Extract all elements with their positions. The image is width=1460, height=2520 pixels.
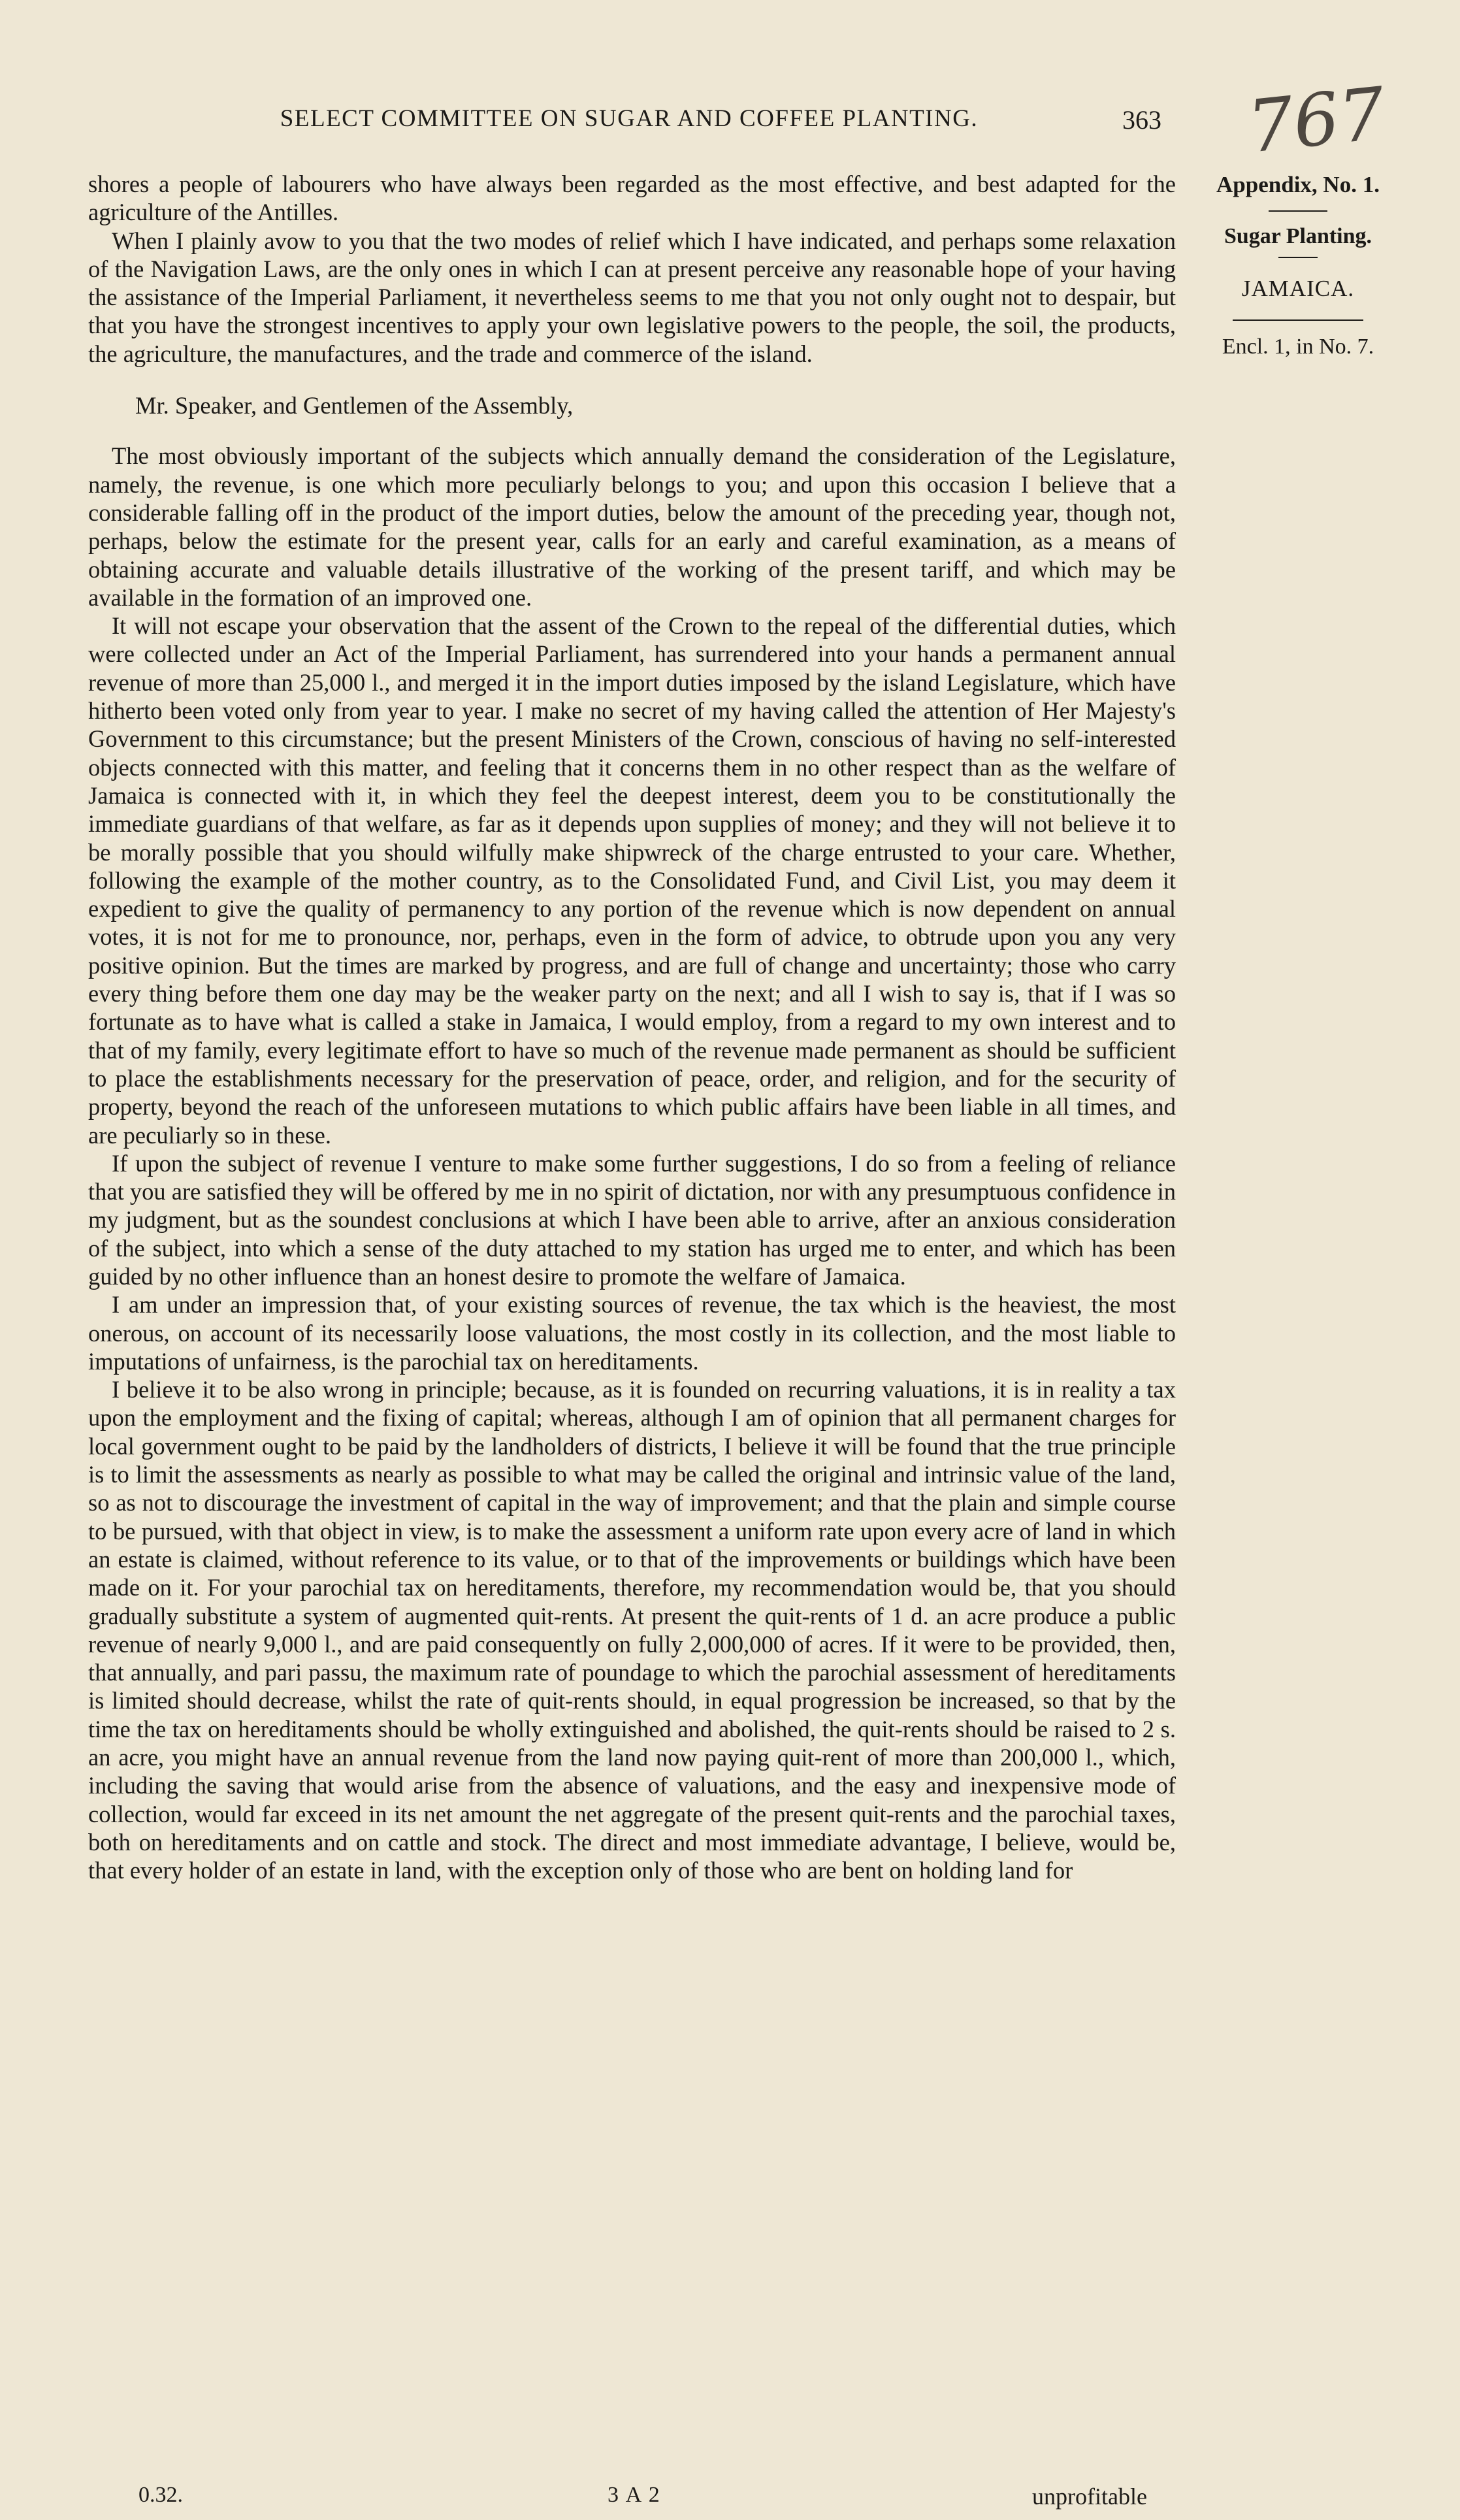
margin-enclosure-label: Encl. 1, in No. 7. xyxy=(1222,334,1374,359)
footer-catchword: unprofitable xyxy=(1032,2483,1147,2510)
paragraph: When I plainly avow to you that the two modes of relief which I have indicated, and perhaps some relaxation of the Navigation Laws, are the only ones in which I can at present perceive any reasonable hope of your having the assistance of the Imperial Parliament, it nevertheless seems to me that you not only ought not to despair, but that you have the strongest incentives to apply your own legislative powers to the people, the soil, the products, the agriculture, the manufactures, and the trade and commerce of the island. xyxy=(88,227,1176,367)
paragraph: It will not escape your observation that the assent of the Crown to the repeal of the differential duties, which were collected under an Act of the Imperial Parliament, has surrendered into your hands a permanent annual revenue of more than 25,000 l., and merged it in the import duties imposed by the island Legislature, which have hitherto been voted only from year to year. I make no secret of my having called the attention of Her Majesty's Government to this circumstance; but the present Ministers of the Crown, conscious of having no self-interested objects connected with this matter, and feeling that it concerns them in no other respect than as the welfare of Jamaica is connected with it, in which they feel the deepest interest, deem you to be constitutionally the immediate guardians of that welfare, as far as it depends upon supplies of money; and they will not believe it to be morally possible that you should wilfully make shipwreck of the charge entrusted to your care. Whether, following the example of the mother country, as to the Consolidated Fund, and Civil List, you may deem it expedient to give the quality of permanency to any portion of the revenue which is now dependent on annual votes, it is not for me to pronounce, nor, perhaps, even in the form of advice, to obtrude upon you any very positive opinion. But the times are marked by progress, and are full of change and uncertainty; those who carry every thing before them one day may be the weaker party on the next; and all I wish to say is, that if I was so fortunate as to have what is called a stake in Jamaica, I would employ, from a regard to my own interest and to that of my family, every legitimate effort to have so much of the revenue made permanent as should be sufficient to place the establishments necessary for the preservation of peace, order, and religion, and for the security of property, beyond the reach of the unforeseen mutations to which public affairs have been liable in all times, and are peculiarly so in these. xyxy=(88,612,1176,1149)
paragraph: shores a people of labourers who have always been regarded as the most effective, and best adapted for the agriculture of the Antilles. xyxy=(88,171,1176,226)
body-text xyxy=(88,170,1176,1885)
footer-signature-mark: 3 A 2 xyxy=(608,2483,661,2507)
salutation: Mr. Speaker, and Gentlemen of the Assembly, xyxy=(135,392,574,419)
paragraph: I am under an impression that, of your existing sources of revenue, the tax which is the heaviest, the most onerous, on account of its necessarily loose valuations, the most costly in its collection, and the most liable to imputations of unfairness, is the parochial tax on hereditaments. xyxy=(88,1291,1176,1375)
paragraph: I believe it to be also wrong in principle; because, as it is founded on recurring valuations, it is in reality a tax upon the employment and the fixing of capital; whereas, although I am of opinion that all permanent charges for local government ought to be paid by the landholders of districts, I believe it will be found that the true principle is to limit the assessments as nearly as possible to what may be called the original and intrinsic value of the land, so as not to discourage the investment of capital in the way of improvement; and that the plain and simple course to be pursued, with that object in view, is to make the assessment a uniform rate upon every acre of land in which an estate is claimed, without reference to its value, or to that of the improvements or buildings which have been made on it. For your parochial tax on hereditaments, therefore, my recommendation would be, that you should gradually substitute a system of augmented quit-rents. At present the quit-rents of 1 d. an acre produce a public revenue of nearly 9,000 l., and are paid consequently on fully 2,000,000 of acres. If it were to be provided, then, that annually, and pari passu, the maximum rate of poundage to which the parochial assessment of hereditaments is limited should decrease, whilst the rate of quit-rents should, in equal progression be increased, so that by the time the tax on hereditaments should be wholly extinguished and abolished, the quit-rents should be raised to 2 s. an acre, you might have an annual revenue from the land now paying quit-rent of more than 200,000 l., which, including the saving that would arise from the absence of valuations, and the easy and inexpensive mode of collection, would far exceed in its net amount the net aggregate of the present quit-rents and the parochial taxes, both on hereditaments and on cattle and stock. The direct and most immediate advantage, I believe, would be, that every holder of an estate in land, with the exception only of those who are bent on holding land for xyxy=(88,1376,1176,1884)
handwritten-folio-number: 767 xyxy=(1243,71,1389,169)
margin-appendix-label: Appendix, No. 1. xyxy=(1216,172,1380,197)
paragraph: If upon the subject of revenue I venture to make some further suggestions, I do so from a feeling of reliance that you are satisfied they will be offered by me in no spirit of dictation, nor with any presumptuous confidence in my judgment, but as the soundest conclusions at which I have been able to arrive, after an anxious consideration of the subject, into which a sense of the duty attached to my station has urged me to enter, and which has been guided by no other influence than an honest desire to promote the welfare of Jamaica. xyxy=(88,1149,1176,1290)
running-head: SELECT COMMITTEE ON SUGAR AND COFFEE PLANTING. xyxy=(280,105,979,132)
footer-sheet-number: 0.32. xyxy=(138,2483,183,2507)
page-number: 363 xyxy=(1122,105,1161,135)
paragraph: The most obviously important of the subjects which annually demand the consideration of the Legislature, namely, the revenue, is one which more peculiarly belongs to you; and upon this occasion I believe that a considerable falling off in the product of the import duties, below the amount of the preceding year, though not, perhaps, below the estimate for the present year, calls for an early and careful examination, as a means of obtaining accurate and valuable details illustrative of the working of the present tariff, and which may be available in the formation of an improved one. xyxy=(88,442,1176,611)
margin-divider xyxy=(1269,210,1327,212)
margin-subject-label: Sugar Planting. xyxy=(1224,224,1372,248)
margin-notes xyxy=(1197,171,1399,361)
margin-divider xyxy=(1233,319,1363,321)
margin-divider xyxy=(1278,257,1318,258)
margin-colony-label: JAMAICA. xyxy=(1241,275,1355,301)
